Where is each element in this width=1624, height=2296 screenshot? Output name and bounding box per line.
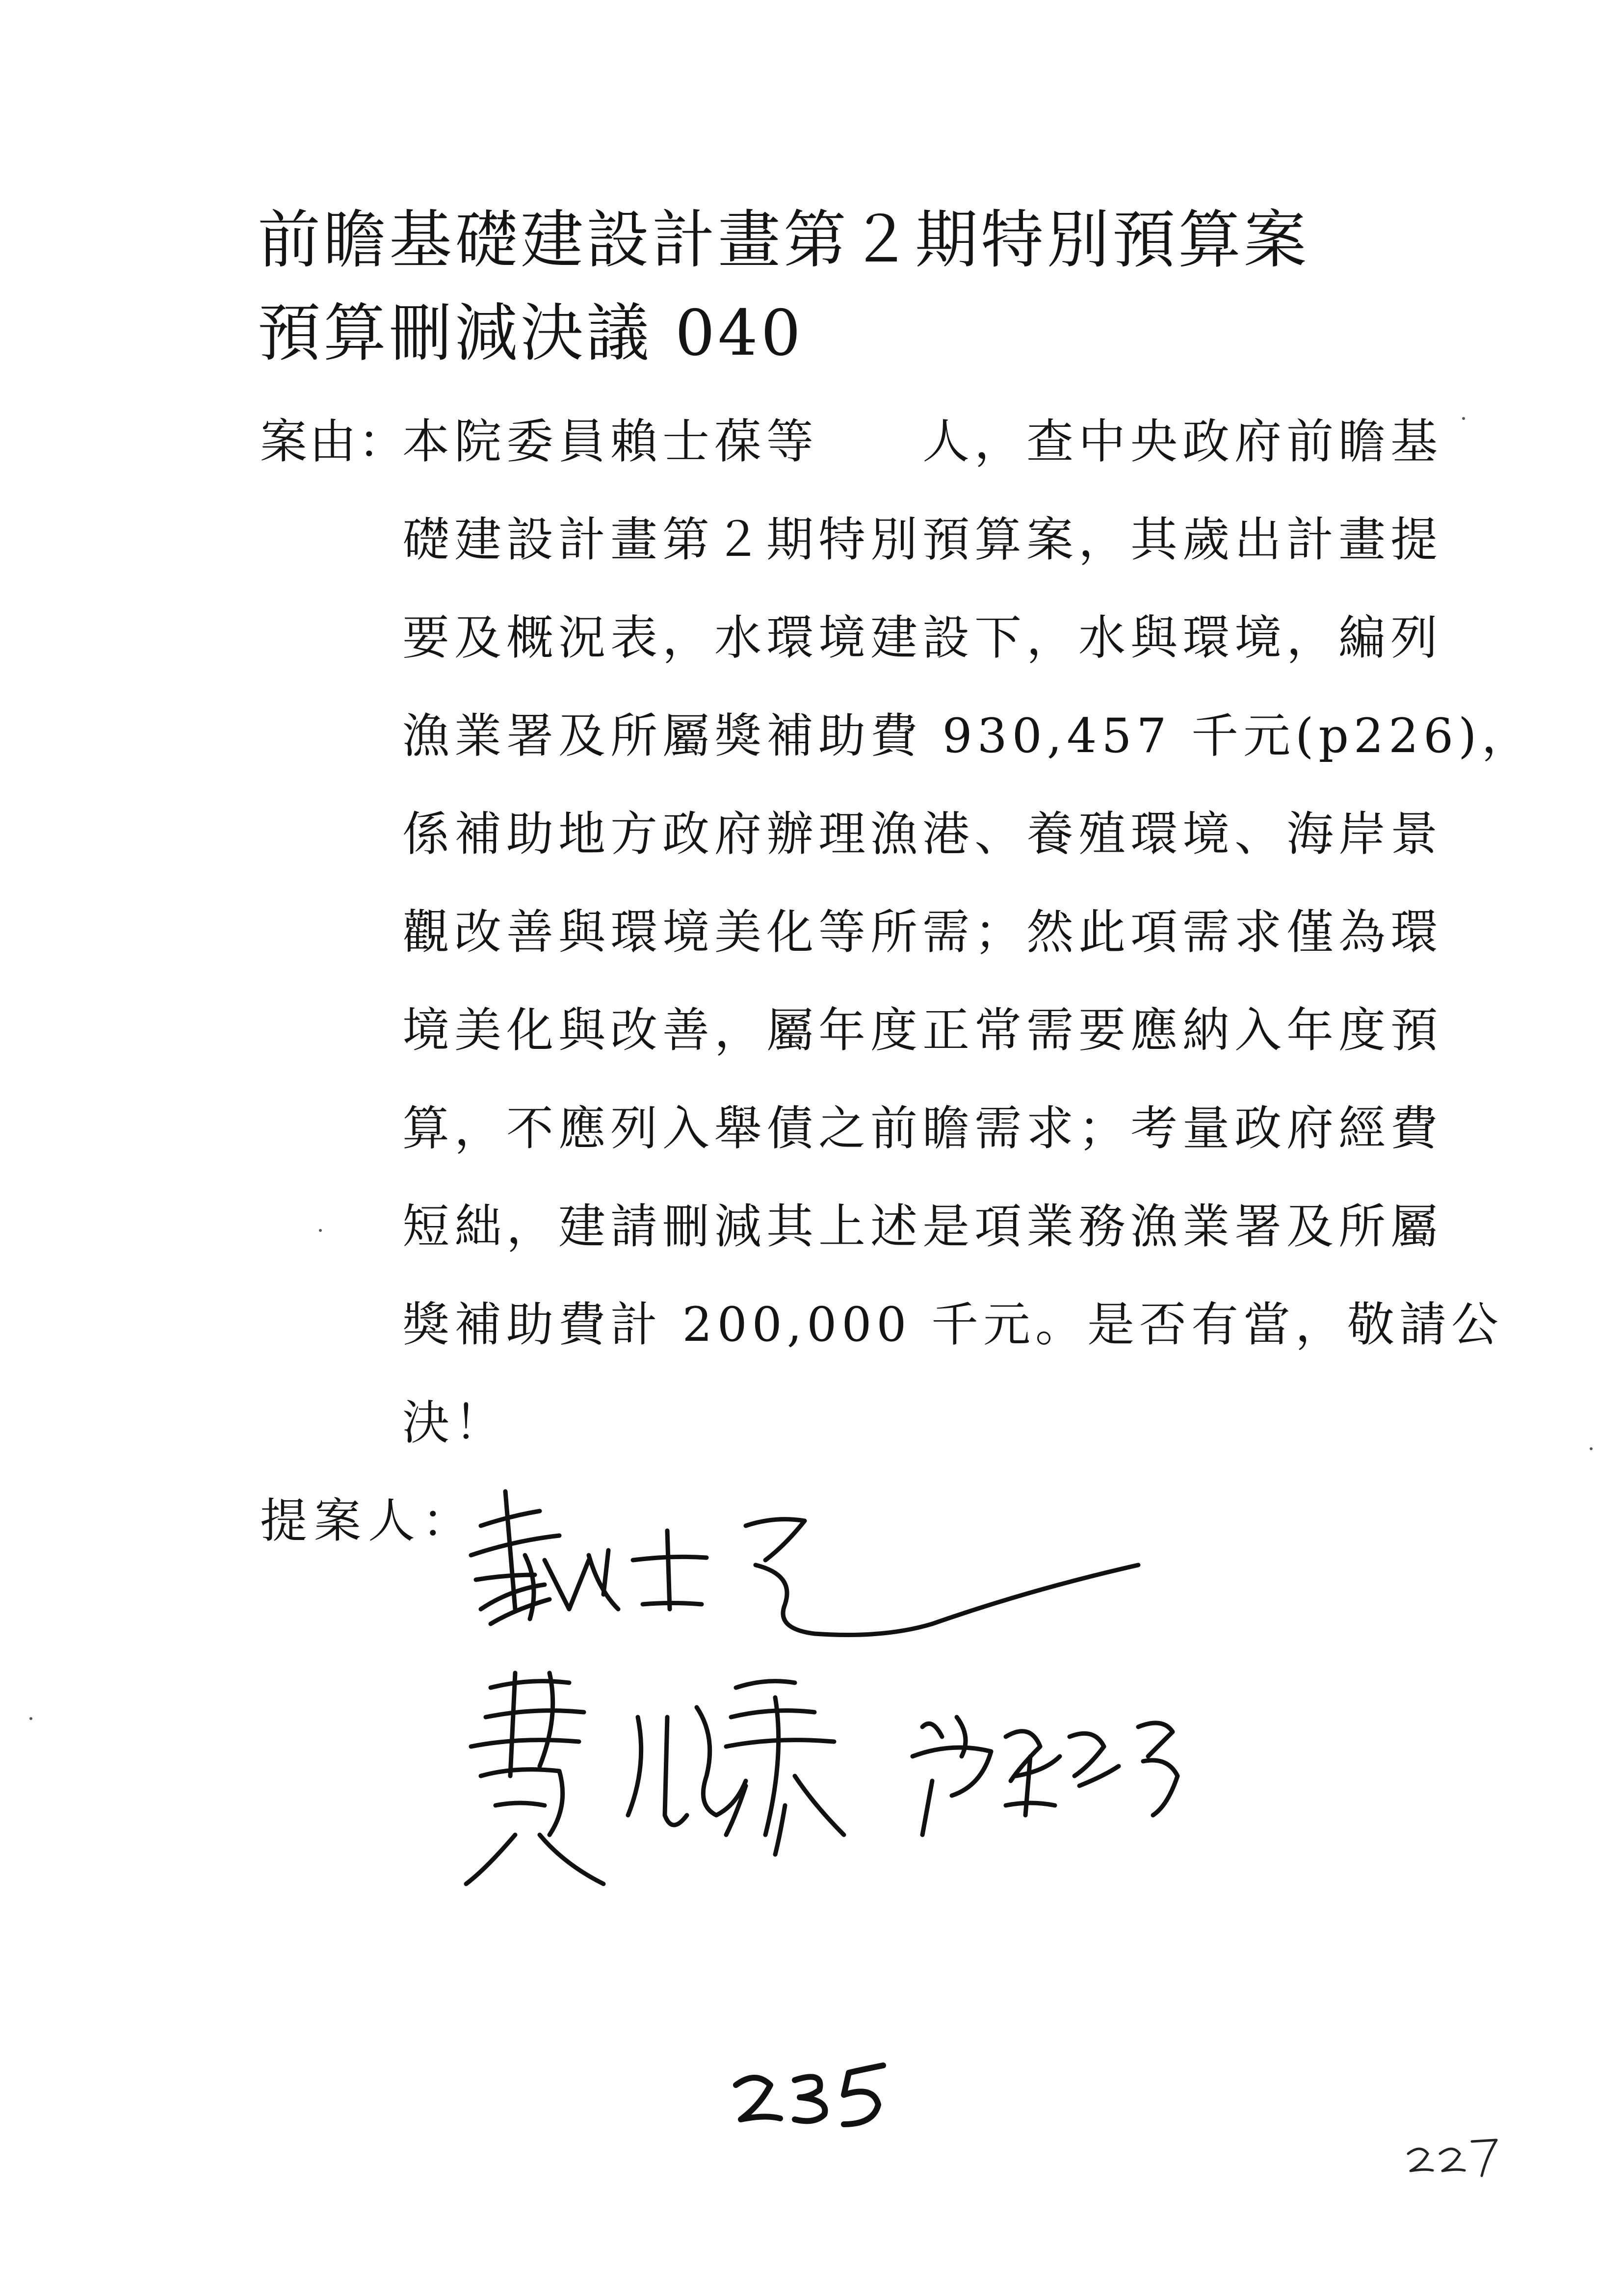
scan-speck — [1462, 417, 1465, 420]
reason-label: 案由： — [260, 414, 407, 469]
body-line-1: 本院委員賴士葆等 人，查中央政府前瞻基 — [402, 414, 1442, 469]
body-line-11: 決！ — [402, 1395, 506, 1450]
document-title-line-2: 預算刪減決議 040 — [258, 297, 804, 370]
body-line-7: 境美化與改善，屬年度正常需要應納入年度預 — [402, 1003, 1442, 1058]
body-line-9: 短絀，建請刪減其上述是項業務漁業署及所屬 — [402, 1199, 1442, 1254]
body-line-8: 算，不應列入舉債之前瞻需求；考量政府經費 — [402, 1101, 1442, 1156]
signature-3 — [913, 1717, 1178, 1835]
body-line-4: 漁業署及所屬獎補助費 930,457 千元(p226)， — [402, 708, 1534, 763]
signature-2 — [466, 1673, 844, 1884]
body-line-3: 要及概況表，水環境建設下，水與環境，編列 — [402, 610, 1442, 665]
scan-speck — [29, 1717, 32, 1720]
scan-speck — [1590, 1447, 1593, 1450]
page-number-corner — [1403, 2129, 1501, 2178]
scan-speck — [319, 1229, 322, 1232]
document-title-line-1: 前瞻基礎建設計畫第２期特別預算案 — [258, 204, 1310, 277]
body-line-10: 獎補助費計 200,000 千元。是否有當，敬請公 — [402, 1297, 1504, 1352]
page-number-center — [726, 2051, 893, 2129]
proposer-label: 提案人： — [260, 1493, 476, 1548]
signature-1 — [471, 1491, 1138, 1635]
body-line-5: 係補助地方政府辦理漁港、養殖環境、海岸景 — [402, 807, 1442, 861]
body-line-6: 觀改善與環境美化等所需；然此項需求僅為環 — [402, 905, 1442, 960]
signature-block — [442, 1462, 1374, 1928]
body-line-2: 礎建設計畫第２期特別預算案，其歲出計畫提 — [402, 512, 1442, 567]
